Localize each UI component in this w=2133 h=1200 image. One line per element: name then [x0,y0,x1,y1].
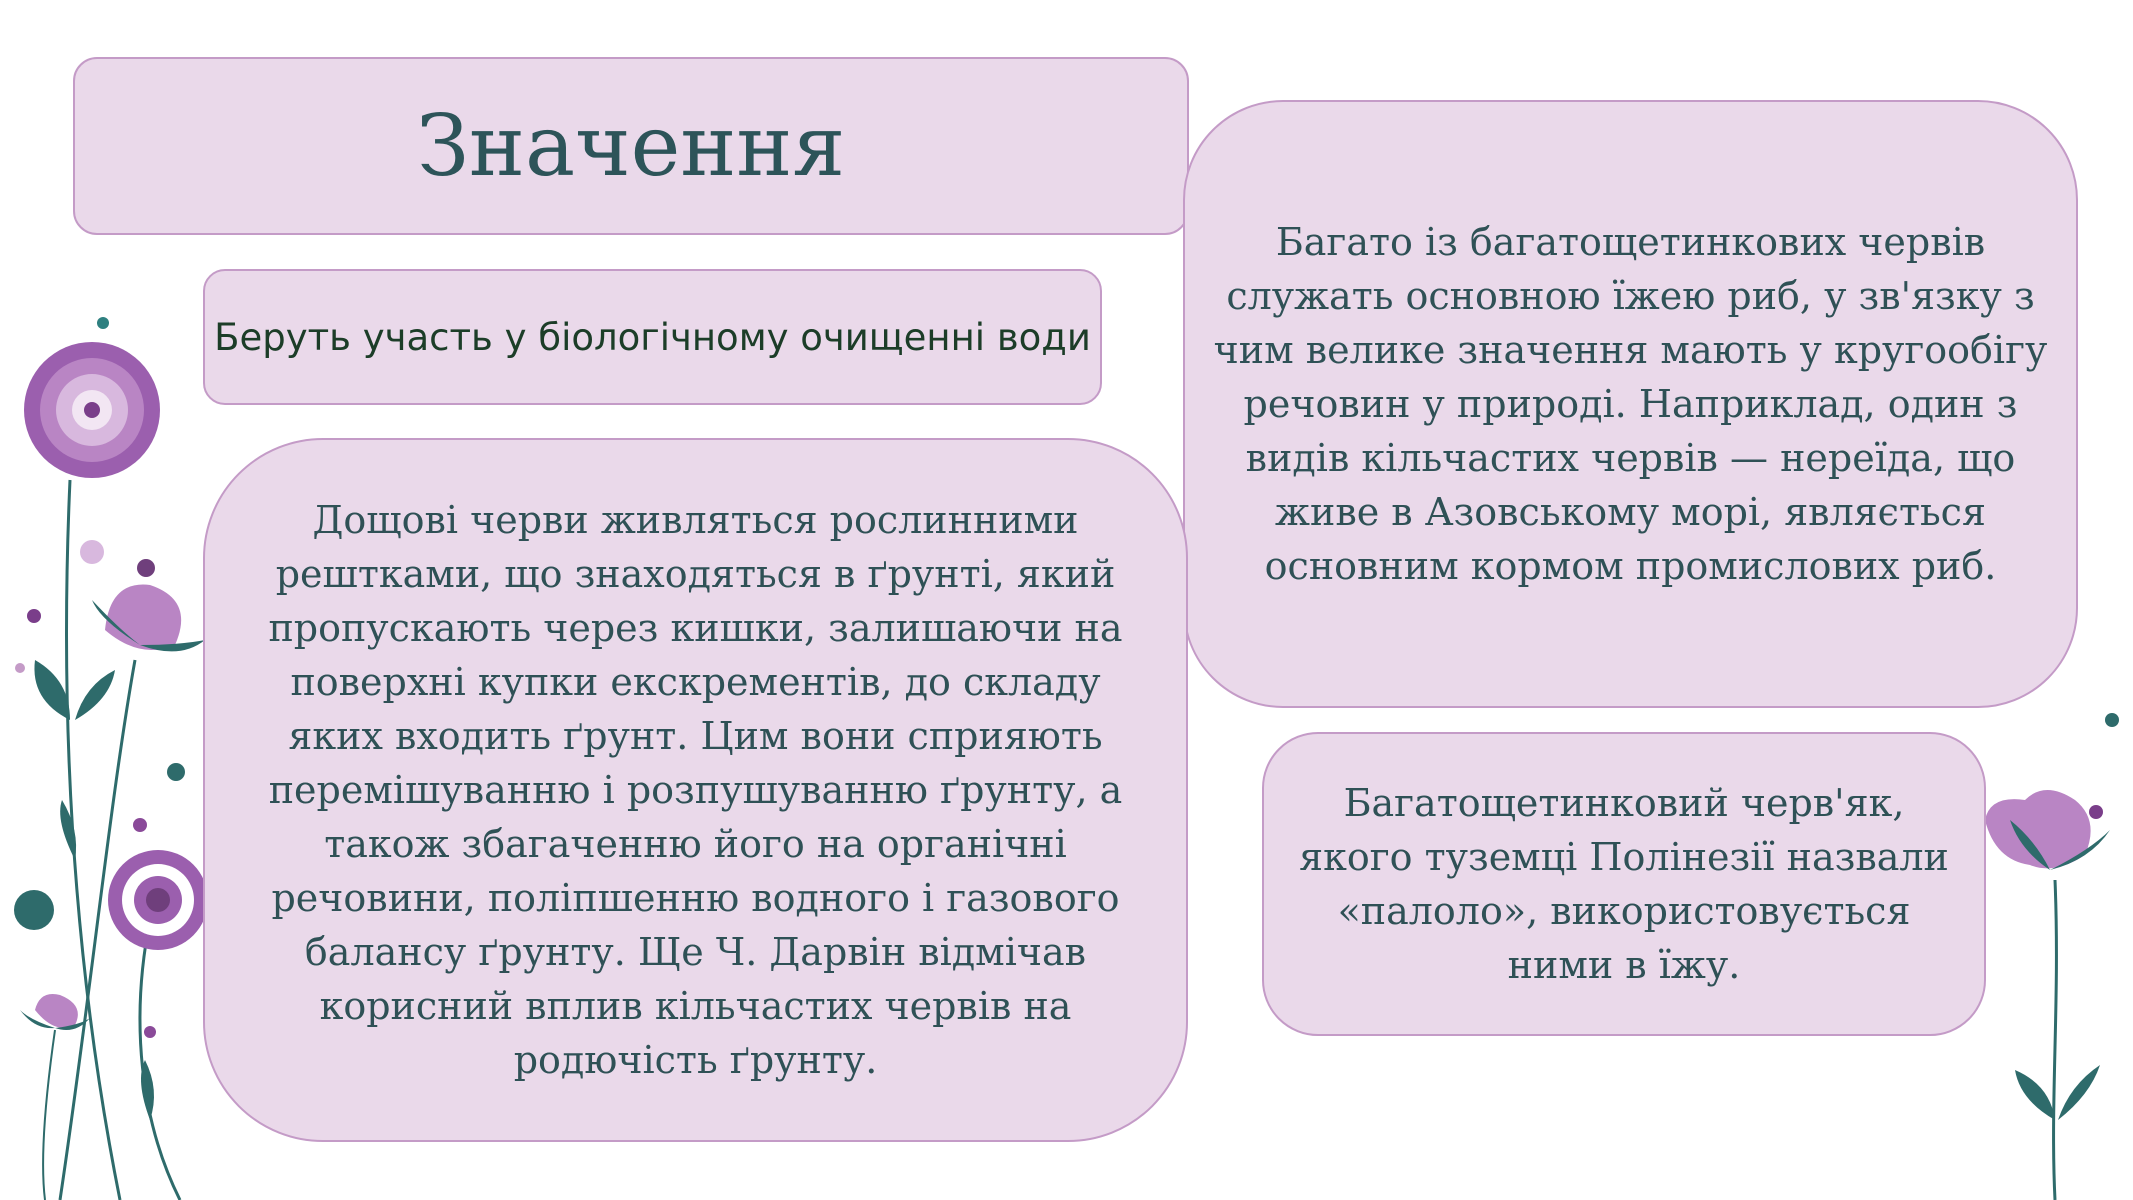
page-title: Значення [416,97,846,195]
flower-icon [24,342,160,478]
subtitle-text: Беруть участь у біологічному очищенні води [214,315,1091,359]
flowers-left-decoration [0,300,220,1200]
tulip-icon [92,585,205,652]
info-text-fish-food: Багато із багатощетинкових червів служать основною їжею риб, у зв'язку з чим велике значення мають у кругообігу речовин у природі. Наприклад, один з видів кільчастих червів — нереїда, що живе в Азовському морі, являється основним кормом промислових риб. [1213,220,2048,588]
subtitle-banner [203,269,1102,405]
title-banner [73,57,1189,235]
info-bubble-earthworms [203,438,1188,1142]
info-text-palolo: Багатощетинковий черв'як, якого туземці Полінезії назвали «палоло», використовується ними в їжу. [1299,781,1949,987]
ring-flower-icon [108,850,208,950]
small-tulip-icon [20,994,90,1030]
info-bubble-fish-food [1183,100,2078,708]
tulip-icon [1985,790,2110,870]
info-bubble-palolo [1262,732,1986,1036]
info-text-earthworms: Дощові черви живляться рослинними рештками, що знаходяться в ґрунті, який пропускають через кишки, залишаючи на поверхні купки екскрементів, до складу яких входить ґрунт. Цим вони сприяють перемішуванню і розпушуванню ґрунту, а також збагаченню його на органічні речовини, поліпшенню водного і газового балансу ґрунту. Ще Ч. Дарвін відмічав корисний вплив кільчастих червів на родючість ґрунту. [268,498,1123,1082]
